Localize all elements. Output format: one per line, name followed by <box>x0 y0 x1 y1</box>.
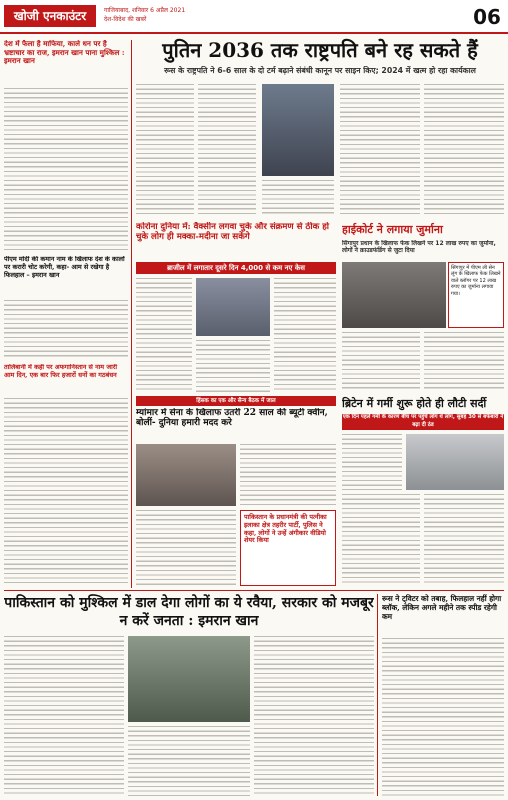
britain-deck: एक दिन पहले गर्मी के कारण बीच पर पहुंचे लोग थे लोग, सुबह 30 से बर्फबारी ने बढ़ा दी ठंड <box>342 414 504 430</box>
britain-body-col3 <box>424 494 504 586</box>
court-body-col2 <box>424 332 504 390</box>
section-note: देश-विदेश की खबरें <box>104 16 147 23</box>
corona-body-col2 <box>196 340 270 392</box>
court-caption: सिंगापुर में पीएम ली सेन लूंग के खिलाफ फेक लिखने वाले ब्लॉगर पर 12 लाख रुपए का जुर्माना लगाया गया। <box>448 262 504 328</box>
left-sub-headline: पीएम मोदी की कमान नाम के खिलाफ देश के कालों पर करारी चोट करेगी, कहा- आम से रखेगा है फिलहाल – इमरान खान <box>4 256 125 279</box>
pak-box <box>240 510 336 586</box>
lee-photo <box>342 262 446 328</box>
left-third-headline: तालिबानी में कहीं पर अफगानिस्तान से नाम जारी आम दिन, एक बार फिर हजारों धनों का गठबंधन <box>4 364 117 379</box>
left-third-body <box>4 398 128 586</box>
date-text: गाजियाबाद, शनिवार 6 अप्रैल 2021 <box>104 7 186 14</box>
bottom-headline: पाकिस्तान को मुश्किल में डाल देगा लोगों का ये रवैया, सरकार को मजबूर न करें जनता : इमरान खान <box>4 595 374 629</box>
lead-body-col4 <box>340 84 420 216</box>
pak-box-text: पाकिस्तान के प्रधानमंत्री की पत्नीका इलाका क्षेत्र तहरीर पार्टी, पुलिस ने कहा, लोगों ने उन्हें अंगीकार वीडियो शेयर किया <box>244 513 327 545</box>
page-number: 06 <box>473 5 501 29</box>
newspaper-logo: खोजी एनकाउंटर <box>4 5 96 27</box>
twitter-body <box>382 638 504 796</box>
twitter-headline: रूस ने ट्विटर को तबाह, फिलहाल नहीं होगा ब्लॉक, लेकिन अगले महीने तक स्पीड रहेगी कम <box>382 594 502 621</box>
corona-strip: ब्राजील में लगातार दूसरे दिन 4,000 से कम नए केस <box>136 262 336 274</box>
column-divider <box>131 40 132 588</box>
lead-body-col1 <box>136 84 194 216</box>
putin-photo <box>262 84 334 176</box>
bottom-body-col3 <box>254 636 374 796</box>
myanmar-strip: हिंसक का एक और सैन्य बैठक में जाल <box>136 396 336 406</box>
britain-body-col1 <box>342 434 402 490</box>
lead-body-col2 <box>198 84 256 216</box>
corona-headline: कोरोना दुनिया में: वैक्सीन लगवा चुके और संक्रमण से ठीक हो चुके लोग ही मक्का-मदीना जा सकेंगे <box>136 222 329 242</box>
britain-body-col2 <box>342 494 420 586</box>
left-sub-body <box>4 300 128 360</box>
lead-body-col5 <box>424 84 504 216</box>
corona-body-col3 <box>274 278 336 392</box>
lead-headline: पुतिन 2036 तक राष्ट्रपति बने रह सकते हैं <box>162 38 478 62</box>
mecca-photo <box>196 278 270 336</box>
lead-body-col3 <box>262 180 334 216</box>
beauty-queen-photo <box>136 444 236 506</box>
imran-khan-photo <box>128 636 250 722</box>
left-headline: देश में फैला है माफिया, काले धन पर है भ्रष्टाचार का राज, इमरान खान पाना मुश्किल : इमरान खान <box>4 40 125 66</box>
bottom-body-col1 <box>4 636 124 796</box>
side-divider <box>377 594 378 796</box>
corona-body-col1 <box>136 278 192 392</box>
myanmar-body-col2 <box>136 510 236 586</box>
court-deck: सिंगापुर प्रधान के खिलाफ फेक लिखने पर 12 लाख रुपए का जुर्माना, लोगों ने क्राउडफंडिंग से जुटा दिया <box>342 240 496 254</box>
left-article-body <box>4 88 128 252</box>
court-body-col1 <box>342 332 420 390</box>
dateline <box>104 6 364 30</box>
lead-deck: रूस के राष्ट्रपति ने 6-6 साल के दो टर्म बढ़ाने संबंधी कानून पर साइन किए; 2024 में खत्म हो रहा कार्यकाल <box>164 66 476 75</box>
court-headline: हाईकोर्ट ने लगाया जुर्माना <box>342 223 443 236</box>
britain-headline: ब्रिटेन में गर्मी शुरू होते ही लौटी सर्दी <box>342 397 487 410</box>
snow-photo <box>406 434 504 490</box>
bottom-divider <box>4 590 504 591</box>
bottom-body-col2 <box>128 726 250 796</box>
myanmar-body-col1 <box>240 444 336 506</box>
myanmar-headline: म्यांमार में सेना के खिलाफ उतरीं 22 साल की ब्यूटी क्वीन, बोलीं- दुनिया हमारी मदद करे <box>136 408 328 429</box>
